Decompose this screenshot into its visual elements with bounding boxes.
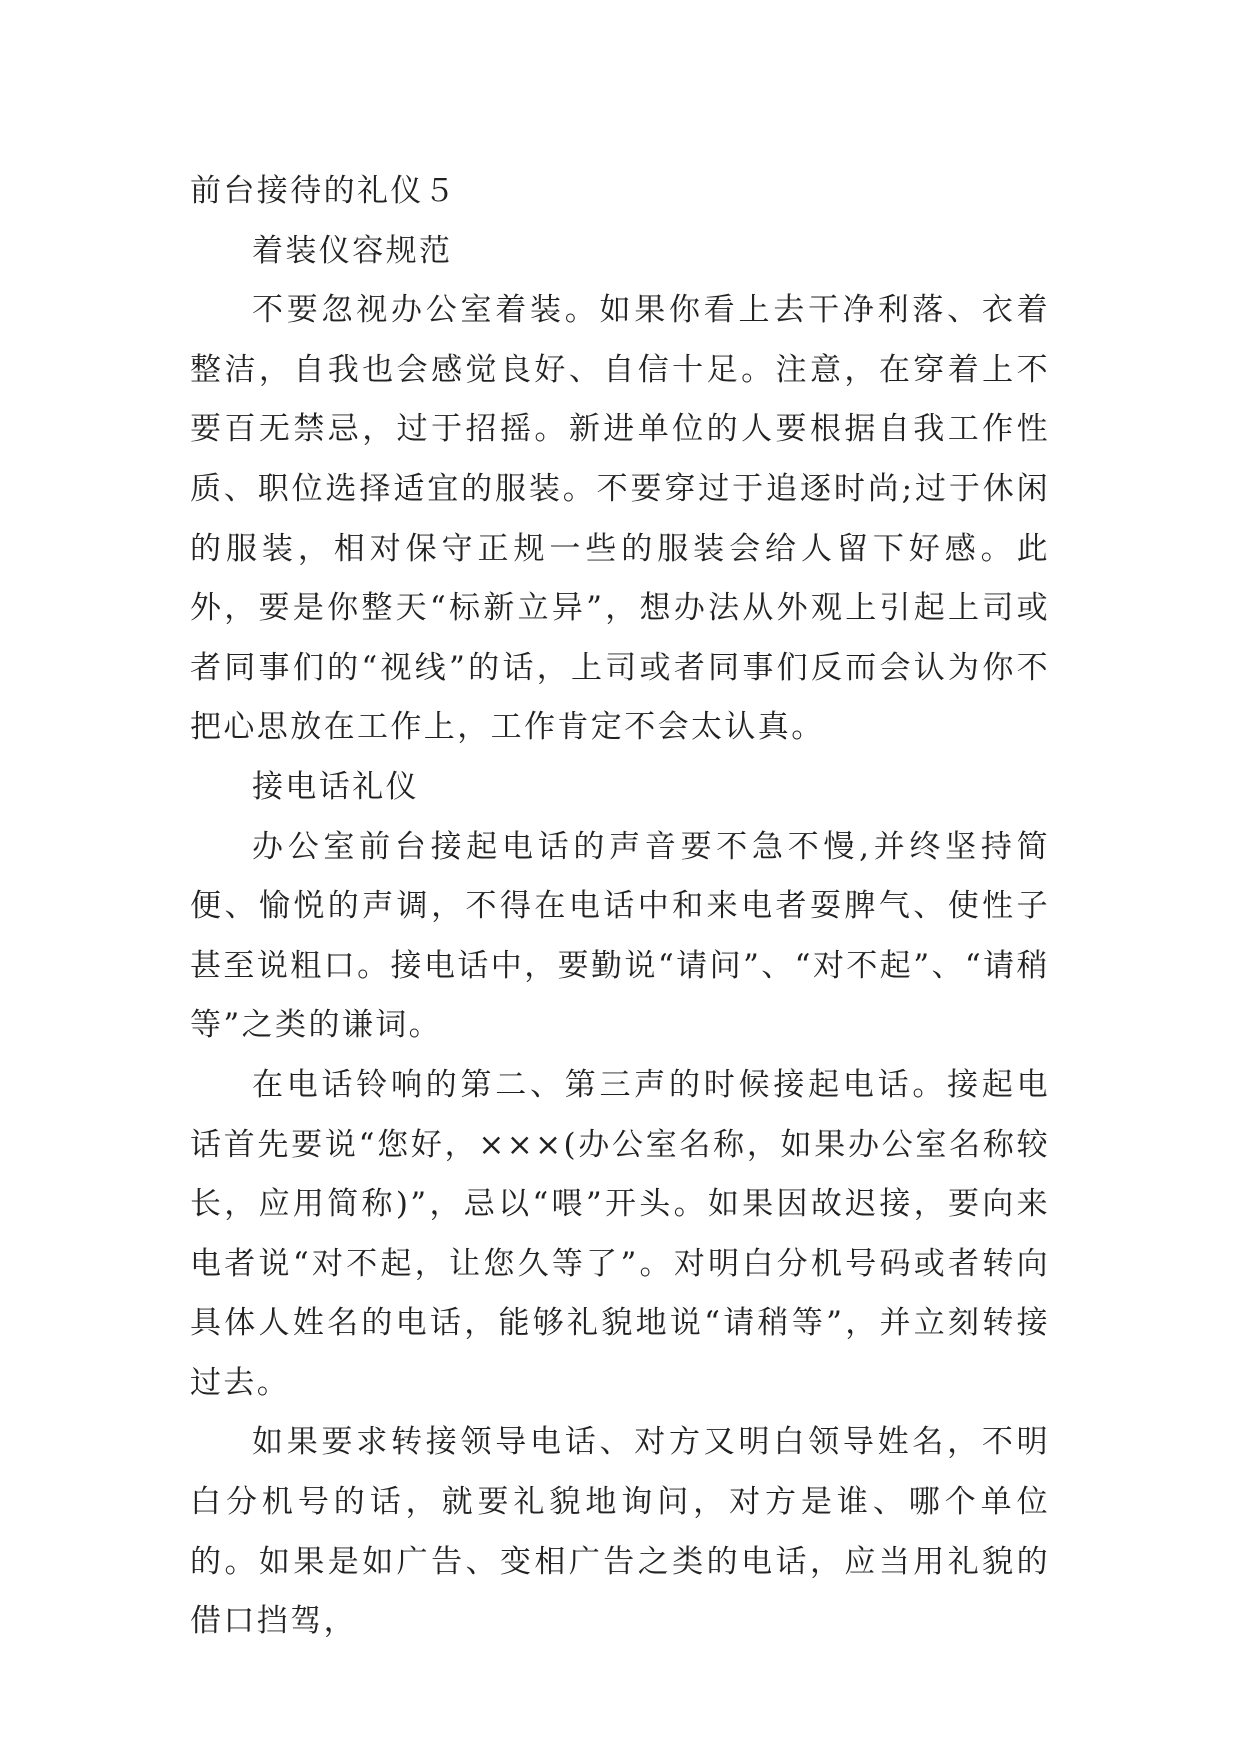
document-title: 前台接待的礼仪５: [190, 173, 458, 209]
document-body: [190, 162, 1050, 1652]
paragraph-phone-answering: 在电话铃响的第二、第三声的时候接起电话。接起电话首先要说“您好，×××(办公室名称，如果办公室名称较长，应用简称)”，忌以“喂”开头。如果因故迟接，要向来电者说“对不起，让您久等了”。对明白分机号码或者转向具体人姓名的电话，能够礼貌地说“请稍等”，并立刻转接过去。: [190, 1066, 1050, 1401]
paragraph-phone-voice: 办公室前台接起电话的声音要不急不慢,并终坚持简便、愉悦的声调，不得在电话中和来电者耍脾气、使性子甚至说粗口。接电话中，要勤说“请问”、“对不起”、“请稍等”之类的谦词。: [190, 828, 1050, 1044]
paragraph-dress-code: 不要忽视办公室着装。如果你看上去干净利落、衣着整洁，自我也会感觉良好、自信十足。注意，在穿着上不要百无禁忌，过于招摇。新进单位的人要根据自我工作性质、职位选择适宜的服装。不要穿过于追逐时尚;过于休闲的服装，相对保守正规一些的服装会给人留下好感。此外，要是你整天“标新立异”，想办法从外观上引起上司或者同事们的“视线”的话，上司或者同事们反而会认为你不把心思放在工作上，工作肯定不会太认真。: [190, 292, 1050, 746]
section-heading-phone-etiquette: 接电话礼仪: [252, 768, 419, 805]
paragraph-phone-transfer: 如果要求转接领导电话、对方又明白领导姓名，不明白分机号的话，就要礼貌地询问，对方是谁、哪个单位的。如果是如广告、变相广告之类的电话，应当用礼貌的借口挡驾，: [190, 1424, 1050, 1640]
section-heading-dress-code: 着装仪容规范: [252, 232, 453, 269]
